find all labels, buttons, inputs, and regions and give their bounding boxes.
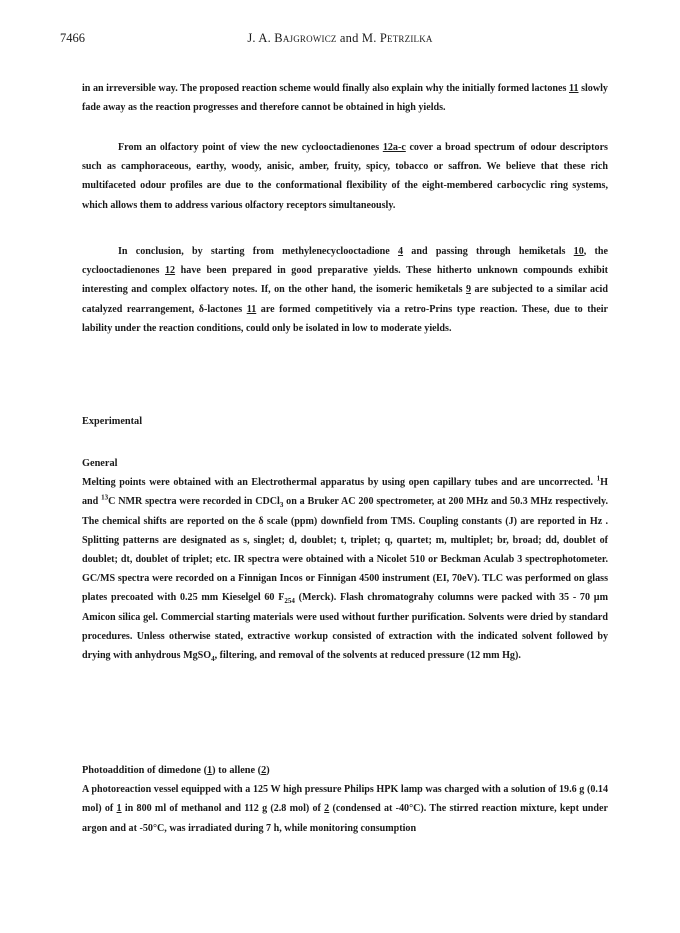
text-run: on a Bruker AC 200 spectrometer, at 200 MHz and 50.3 MHz respectively. The chemical shifts are reported on the δ scale (ppm) downfield from TMS. Coupling constants (J) are reported in Hz . Splitting patterns are designated as s, singlet; d, doublet; t, triplet; q, quartet; m, multiplet; br, broad; dd, doublet of doublet; dt, doublet of triplet; etc. IR spectra were obtained with a Nicolet 510 or Beckman Aculab 3 spectrophotometer. GC/MS spectra were recorded on a Finnigan Incos or Finnigan 4500 instrument (EI, 70eV). TLC was performed on glass plates precoated with 0.25 mm Kieselgel 60 F [82,496,608,604]
text-run: ) [266,765,270,776]
section-heading-experimental: Experimental [82,416,143,427]
text-run: In conclusion, by starting from methylenecyclooctadione [118,246,399,257]
compound-ref: 11 [568,83,579,94]
compound-ref: 11 [246,303,257,315]
paragraph-photoaddition [82,780,608,838]
paragraph-lactones [82,79,608,117]
running-header [60,31,620,47]
text-run: cover a broad spectrum of odour descriptors such as camphoraceous, earthy, woody, anisic, amber, fruity, spicy, tobacco or saffron. We believe that these rich multifaceted odour profiles are due to the conformational flexibility of the eight-membered carbocyclic ring systems, which allows them to address various olfactory receptors simultaneously. [82,142,608,211]
compound-ref: 10 [573,246,584,257]
author-smallcaps: ajgrowicz [282,31,337,45]
page-number: 7466 [60,31,85,45]
subsection-heading-general: General [82,458,118,469]
compound-ref: 2 [261,765,267,776]
text-run: From an olfactory point of view the new cyclooctadienones [118,142,383,153]
compound-ref: 1 [116,803,122,815]
author-text: and M. P [336,31,388,45]
paragraph-olfactory [82,138,608,215]
text-run: , the cyclooctadienones [82,246,608,277]
author-text: J. A. B [247,31,283,45]
subscript: 4 [211,655,215,664]
text-run: in 800 ml of methanol and 112 g (2.8 mol) of [121,803,325,815]
text-run: A photoreaction vessel equipped with a 125 W high pressure Philips HPK lamp was charged with a solution of 19.6 g (0.14 mol) of [82,784,608,815]
text-run: (Merck). Flash chromatograhy columns were packed with 35 - 70 µm Amicon silica gel. Commercial starting materials were used without further purification. Solvents were dried by standard procedures. Unless otherwise stated, extractive workup consisted of extraction with the indicated solvent followed by drying with anhydrous MgSO [82,592,608,662]
text-run: H and [82,477,608,508]
compound-ref: 1 [207,765,213,776]
paragraph-conclusion [82,242,608,338]
text-run: are formed competitively via a retro-Prins type reaction. These, due to their lability under the reaction conditions, could only be isolated in low to moderate yields. [82,303,609,334]
text-run: ) to allene ( [212,765,262,776]
compound-ref: 2 [324,803,330,815]
compound-ref: 12a-c [382,142,406,153]
text-run: Photoaddition of dimedone ( [82,765,208,776]
running-title-authors [60,31,620,46]
subscript: 3 [279,501,284,510]
text-run: Melting points were obtained with an Electrothermal apparatus by using open capillary tubes and are uncorrected. [82,477,597,489]
compound-ref: 12 [164,265,176,277]
text-run: are subjected to a similar acid catalyzed rearrangement, δ-lactones [82,284,608,315]
experimental-heading-block [82,412,608,431]
general-section [82,454,608,665]
text-run: have been prepared in good preparative yields. These hitherto unknown compounds exhibit interesting and complex olfactory notes. If, on the other hand, the isomeric hemiketals [82,265,608,296]
text-run: C NMR spectra were recorded in CDCl [108,496,280,508]
text-run: (condensed at -40°C). The stirred reaction mixture, kept under argon and at -50°C, was irradiated during 7 h, while monitoring consumption [82,803,608,834]
superscript: 13 [101,494,109,503]
subsection-heading-photoaddition [82,761,608,780]
author-smallcaps: etrzilka [387,31,433,45]
photoaddition-section [82,761,608,838]
text-run: and passing through hemiketals [403,246,574,257]
compound-ref: 4 [398,246,404,257]
subscript: 254 [284,597,295,606]
superscript: 1 [596,474,601,483]
text-run: in an irreversible way. The proposed reaction scheme would finally also explain why the initially formed lactones [82,83,569,94]
text-run: , filtering, and removal of the solvents at reduced pressure (12 mm Hg). [214,650,521,662]
text-run: slowly fade away as the reaction progresses and therefore cannot be obtained in high yields. [82,83,608,114]
compound-ref: 9 [465,284,472,296]
paragraph-general [82,473,608,665]
